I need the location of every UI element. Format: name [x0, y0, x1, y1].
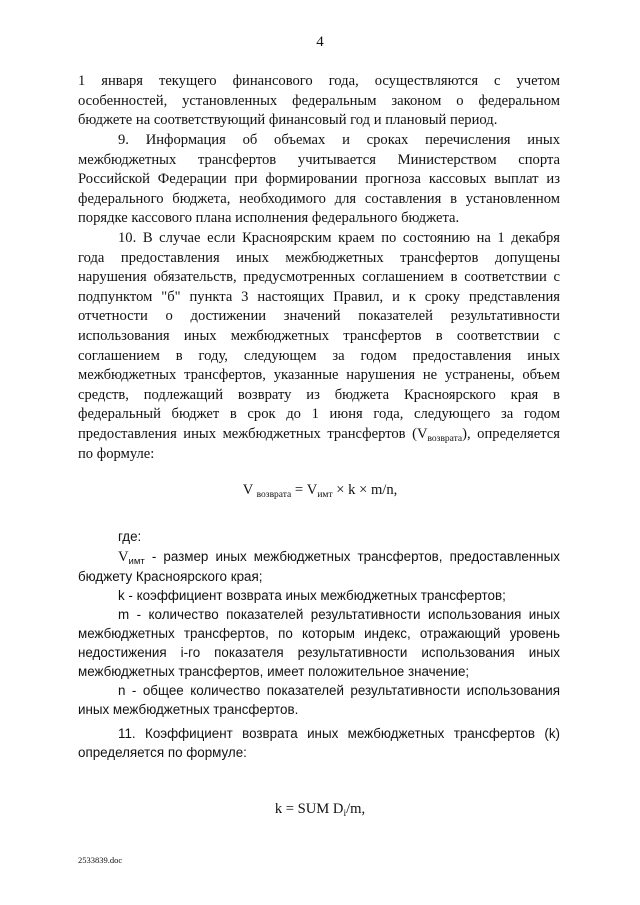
paragraph-continuation [78, 72, 560, 131]
formula-part: /m, [346, 801, 366, 817]
text-line: межбюджетных трансфертов учитывается Министерством спорта [78, 151, 560, 168]
text-line: 10. В случае если Красноярским краем по состоянию на 1 декабря [118, 230, 560, 246]
text-line: нарушения обязательств, предусмотренных соглашением в соответствии с [78, 269, 560, 286]
formula-part: × k × m/n, [332, 482, 398, 498]
text-line: использования иных межбюджетных трансфертов в соответствии с [78, 327, 560, 344]
text-line: по формуле: [78, 445, 155, 462]
formula-part: V [242, 482, 253, 498]
text-line: определяется по формуле: [78, 745, 247, 760]
definition-n: n - общее количество показателей результативности использования [118, 683, 560, 698]
text-line: межбюджетных трансфертов, по которым индекс, отражающий уровень [78, 626, 560, 641]
text-line: Российской Федерации при формировании прогноза кассовых выплат из [78, 171, 560, 188]
text-line: средств, подлежащий возврату из бюджета Красноярского края в [78, 386, 560, 403]
subscript: имт [317, 490, 333, 500]
formula-part: k = SUM D [274, 801, 344, 817]
document-filename: 2533839.doc [78, 855, 123, 865]
text-fragment: ), определяется [462, 425, 560, 442]
text-fragment: предоставления иных межбюджетных трансфертов (V [78, 425, 428, 442]
formula-coefficient [0, 801, 640, 818]
definition-k: k - коэффициент возврата иных межбюджетных трансфертов; [118, 588, 506, 603]
text-line-with-subscript [78, 425, 560, 445]
text-line: года предоставления иных межбюджетных трансфертов допущены [78, 249, 560, 266]
text-line: иных межбюджетных трансфертов. [78, 702, 299, 717]
where-label-block [78, 527, 560, 547]
text-line: подпунктом "б" пункта 3 настоящих Правил, и к сроку представления [78, 288, 560, 305]
text-line: отчетности о достижении значений показателей результативности [78, 308, 560, 325]
text-line: 9. Информация об объемах и сроках перечисления иных [118, 132, 560, 148]
text-line: недостижения i-го показателя результативности использования иных [78, 645, 560, 660]
text-line: федеральный бюджет в срок до 1 июня года, следующего за годом [78, 406, 560, 423]
text-line: порядке кассового плана исполнения федерального бюджета. [78, 210, 460, 227]
text-line: соглашением в году, следующем за годом предоставления иных [78, 347, 560, 364]
definition-m: m - количество показателей результативности использования иных [118, 607, 560, 622]
text-line: межбюджетных трансфертов, имеет положительное значение; [78, 664, 470, 679]
paragraph-9 [78, 131, 560, 229]
text-line: бюджету Красноярского края; [78, 569, 263, 584]
subscript: возврата [256, 490, 292, 500]
formula-return-amount [0, 482, 640, 499]
definitions [78, 547, 560, 719]
page-number: 4 [316, 34, 324, 50]
subscript: возврата [427, 433, 463, 444]
paragraph-11 [78, 724, 560, 762]
text-line: межбюджетных трансфертов, указанные нарушения не устранены, объем [78, 367, 560, 384]
variable: V [118, 549, 129, 565]
text-line: бюджете на соответствующий финансовый год и плановый период. [78, 112, 498, 129]
subscript: имт [128, 556, 145, 567]
text-line: федерального бюджета, необходимого для составления в установленном [78, 190, 560, 207]
where-label: где: [118, 529, 142, 544]
text-line: 1 января текущего финансового года, осуществляются с учетом [78, 73, 560, 89]
formula-part: = V [291, 482, 318, 498]
paragraph-10 [78, 229, 560, 464]
text-line: 11. Коэффициент возврата иных межбюджетных трансфертов (k) [118, 726, 560, 741]
text-fragment: - размер иных межбюджетных трансфертов, предоставленных [144, 549, 560, 564]
definition-v-imt [78, 547, 560, 567]
subscript: i [343, 809, 347, 819]
text-line: особенностей, установленных федеральным законом о федеральном [78, 92, 560, 109]
